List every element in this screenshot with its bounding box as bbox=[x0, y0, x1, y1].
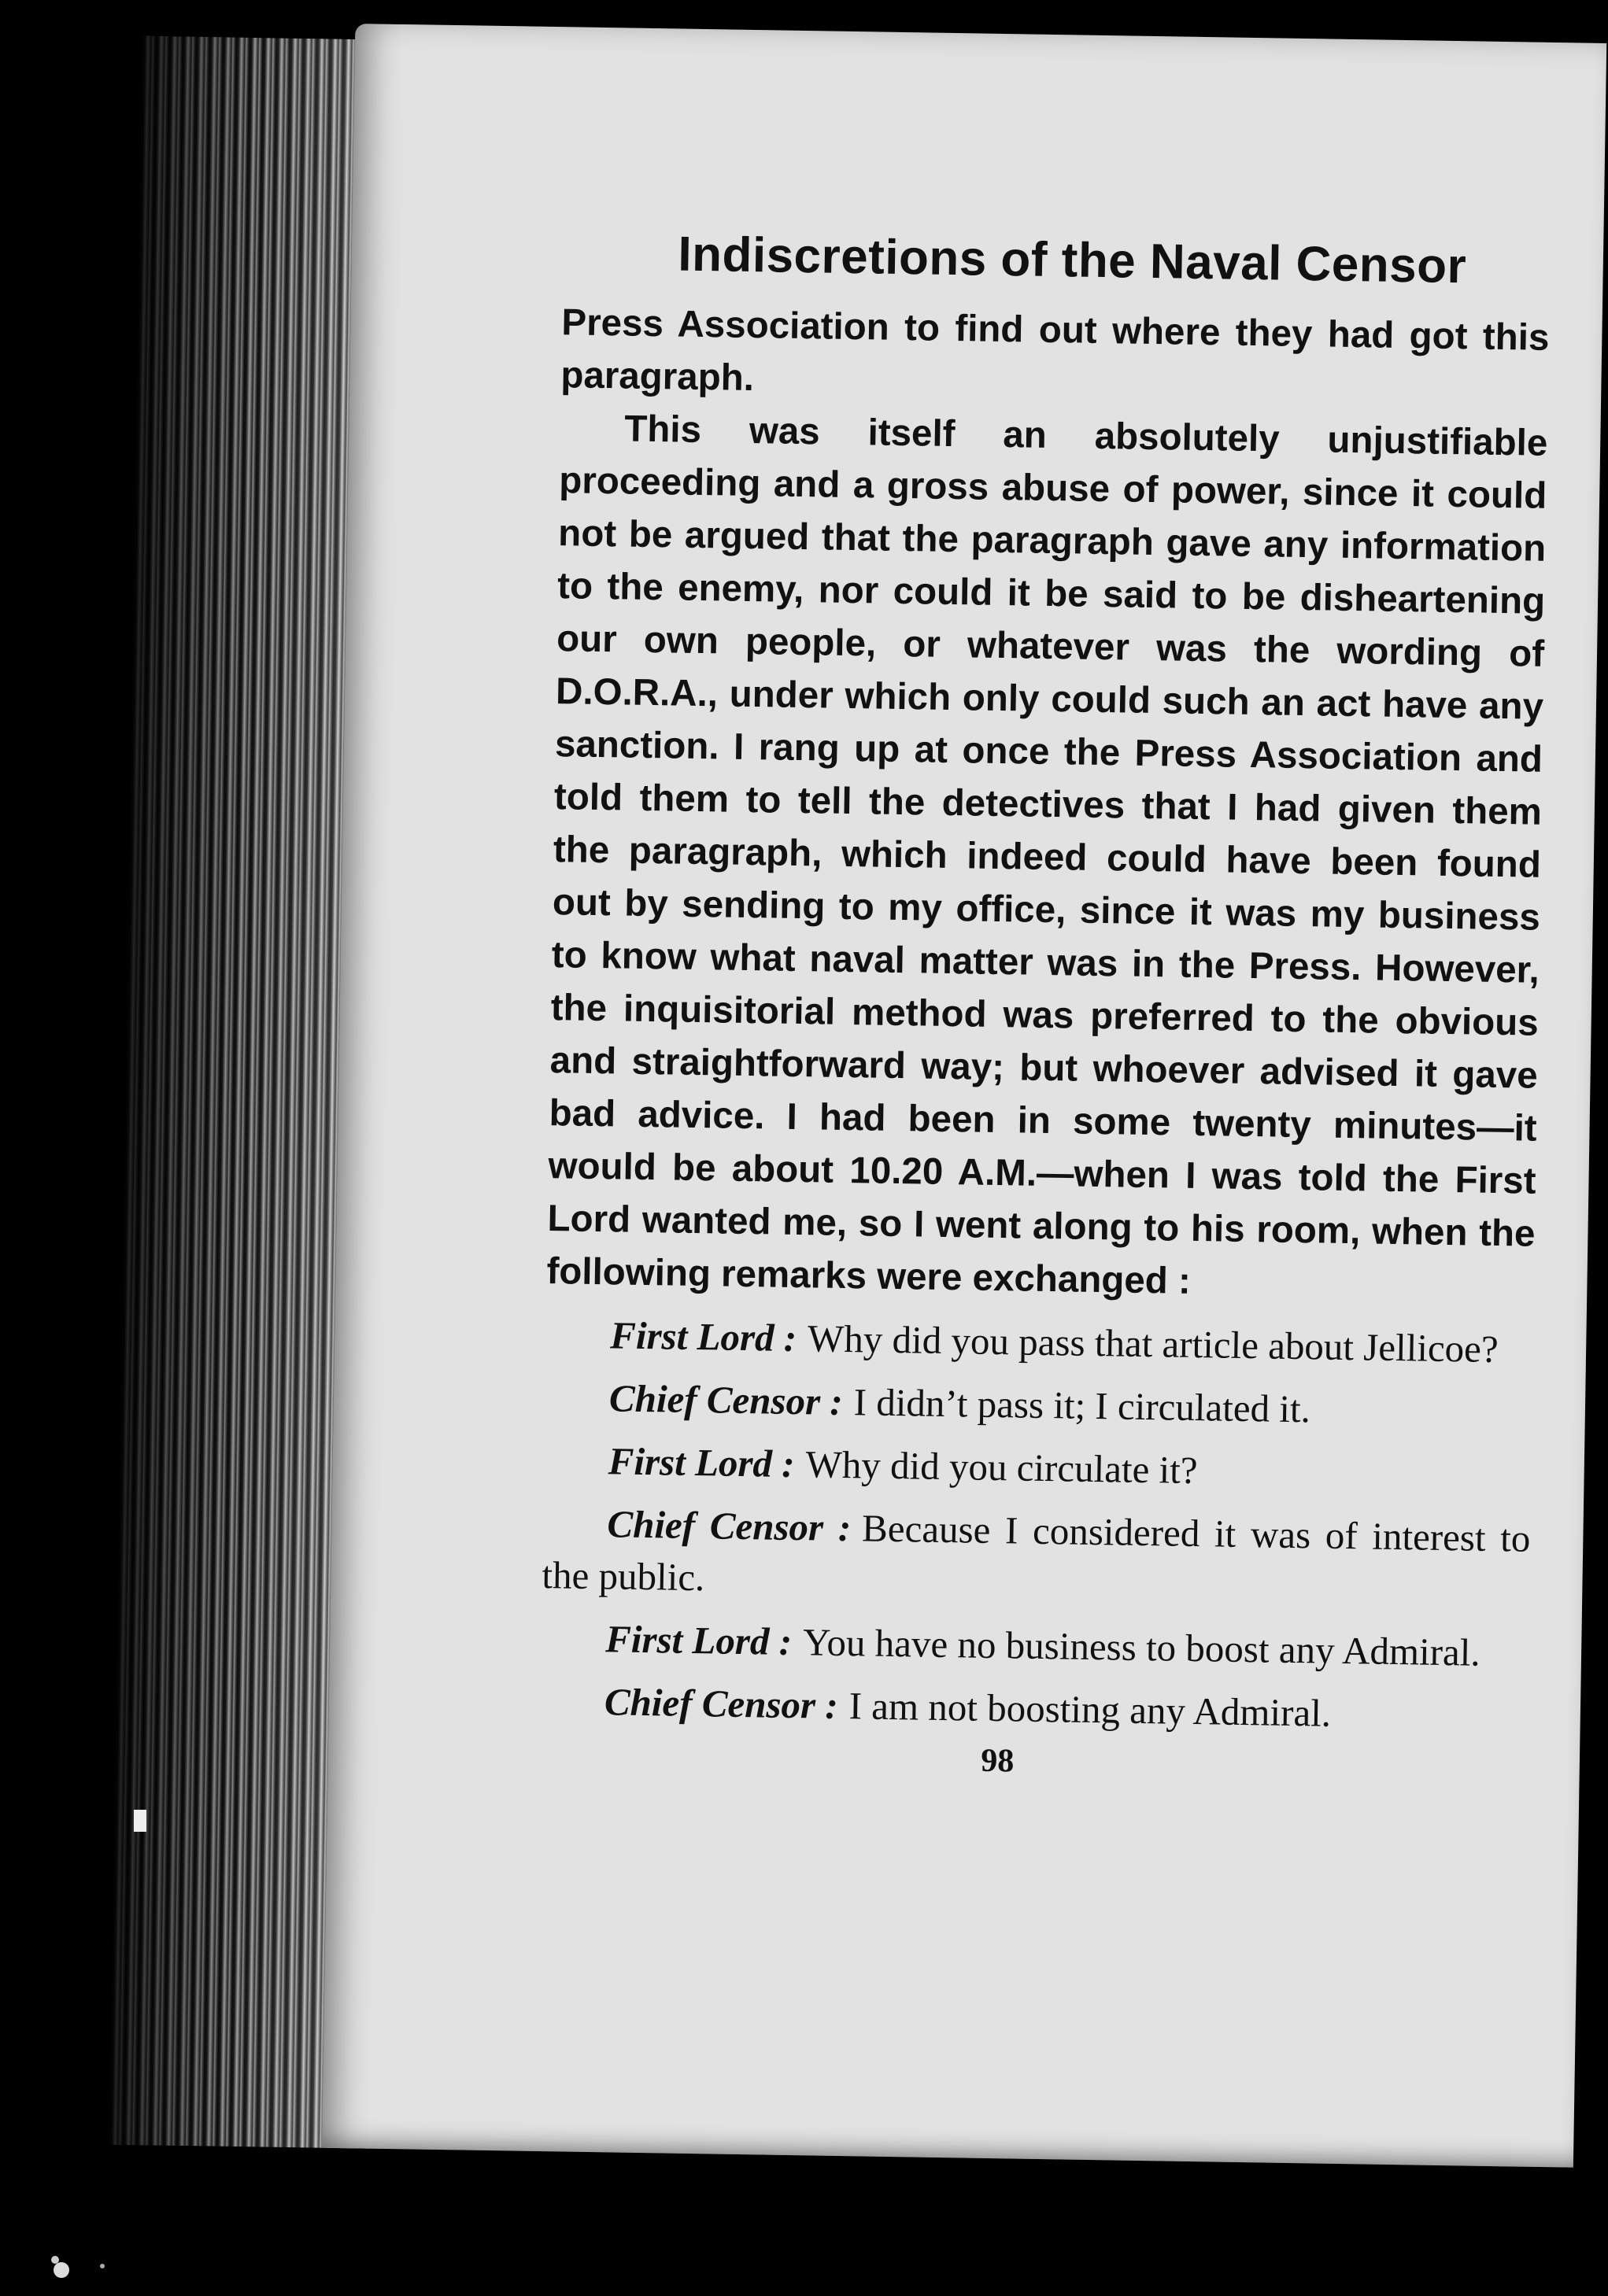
speaker-label: First Lord : bbox=[609, 1313, 797, 1360]
dust-speck bbox=[54, 2262, 69, 2278]
page-content bbox=[539, 223, 1551, 1788]
speaker-label: First Lord : bbox=[604, 1617, 793, 1664]
dialogue-line bbox=[541, 1612, 1529, 1680]
dialogue-text: Why did you circulate it? bbox=[805, 1442, 1198, 1493]
dialogue-line bbox=[542, 1497, 1531, 1617]
speaker-label: Chief Censor : bbox=[607, 1502, 852, 1550]
dialogue-text: Why did you pass that article about Jellicoe? bbox=[807, 1316, 1499, 1371]
speaker-label: First Lord : bbox=[608, 1439, 796, 1486]
dust-speck bbox=[100, 2264, 105, 2268]
book-page bbox=[322, 24, 1606, 2168]
paragraph-continued: Press Association to find out where they had got this paragraph. bbox=[560, 301, 1550, 400]
paragraph-main: This was itself an absolutely unjustifiable proceeding and a gross abuse of power, since it could not be argued that the paragraph gave any information to the enemy, nor could it be said to be disheartening our own people, or whatever was the wording of D.O.R.A., under which only could such an act have any sanction. I rang up at once the Press Association and told them to tell the detectives that I had given them the paragraph, which indeed could have been found out by sending to my office, since it was my business to know what naval matter was in the Press. However, the inquisitorial method was preferred to the obvious and straightforward way; but whoever advised it gave bad advice. I had been in some twenty minutes—it would be about 10.20 A.M.—when I was told the First Lord wanted me, so I went along to his room, when the following remarks were exchanged : bbox=[546, 408, 1548, 1303]
dialogue-line bbox=[545, 1371, 1533, 1439]
dialogue-text: I didn’t pass it; I circulated it. bbox=[853, 1380, 1311, 1431]
dialogue-line bbox=[543, 1434, 1532, 1502]
dialogue-line bbox=[545, 1309, 1534, 1376]
dialogue-text: I am not boosting any Admiral. bbox=[848, 1684, 1332, 1736]
dust-speck bbox=[51, 2256, 59, 2264]
page-number: 98 bbox=[980, 1743, 1015, 1780]
dialogue-text: You have no business to boost any Admiral. bbox=[802, 1620, 1481, 1675]
speaker-label: Chief Censor : bbox=[604, 1680, 839, 1728]
speaker-label: Chief Censor : bbox=[608, 1376, 844, 1424]
running-head: Indiscretions of the Naval Censor bbox=[677, 227, 1467, 294]
dialogue-text: Because I considered it was of interest to the public. bbox=[542, 1506, 1531, 1600]
open-book bbox=[86, 20, 1606, 2183]
dialogue-line bbox=[539, 1675, 1528, 1743]
